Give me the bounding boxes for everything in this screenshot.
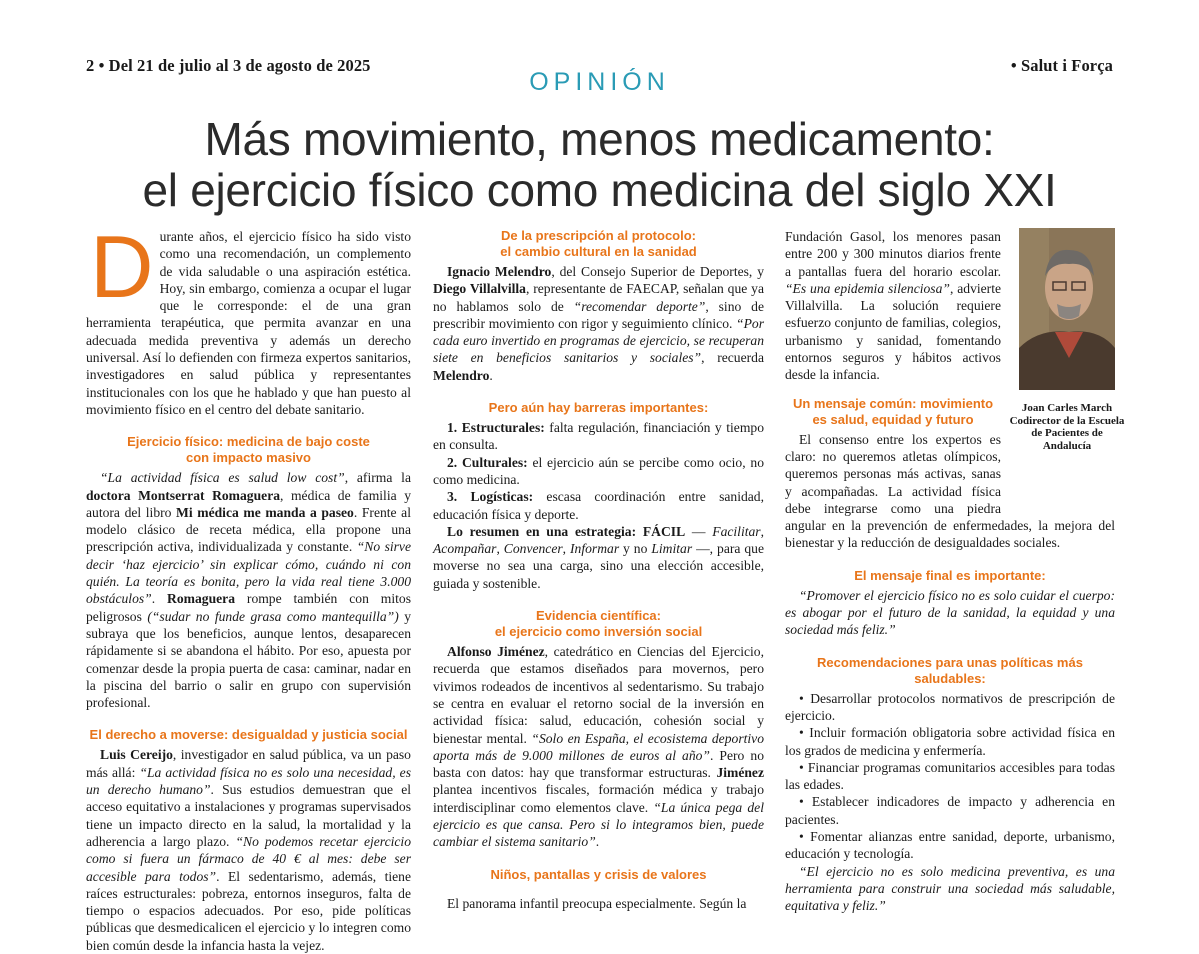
text: [847, 264, 854, 279]
text: seguros: [842, 350, 885, 366]
text: .: [595, 834, 600, 850]
heading-low-cost-line-2: con impacto masivo: [186, 450, 311, 466]
text: rompe también con mitos peligrosos: [86, 591, 412, 624]
name: doctora Montserrat Romaguera: [86, 487, 281, 503]
text: infancia.: [832, 367, 880, 383]
text: , recuerda: [701, 350, 764, 366]
text: diarios: [927, 246, 965, 262]
text: , del Consejo Superior de Deportes, y: [551, 264, 764, 279]
term: Acompañar: [433, 541, 497, 557]
text: plantea incentivos fiscales, formación médica y trabajo interdisciplinar como elementos clave.: [433, 782, 764, 815]
text: fuera: [854, 263, 882, 279]
text: y: [894, 350, 902, 366]
text: advierte: [957, 280, 1002, 296]
text: y subraya que los beneficios, aunque lentos, desaparecen rápidamente si se abandona el hábito. Por eso, apuesta por comenzar desde la propia puerta de casa: caminar, nadar en la piscina del barrio o salir en grupo con supervisión profesional.: [86, 608, 411, 711]
text: desde: [785, 367, 816, 383]
paragraph-jimenez: [433, 643, 764, 851]
text: [953, 264, 960, 279]
text: conjunto: [834, 315, 883, 331]
recommendation-item: • Fomentar alianzas entre sanidad, deporte, urbanismo, educación y tecnología.: [785, 829, 1115, 862]
quote: “Por cada euro invertido en programas de ejercicio, se recuperan siete en beneficios sanitarios y sociales”: [433, 315, 764, 366]
text: el ejercicio aún se percibe como ocio, no como medicina.: [433, 454, 764, 487]
text: ,: [496, 541, 504, 557]
drop-cap: D: [90, 217, 154, 316]
text: .: [489, 367, 493, 383]
quote: “recomendar deporte”: [573, 298, 706, 314]
text: horario: [913, 263, 953, 279]
column-3: [785, 228, 1115, 915]
quote: “Solo en España, el ecosistema deportivo aporta más de 9.000 millones de euros al año”: [433, 730, 764, 763]
text: y: [856, 332, 864, 348]
text: especialmente.: [615, 895, 696, 911]
quote: “No sirve decir ‘haz ejercicio’ sin explicar cómo, cuándo ni con quién. La teoría es bonita, pero la vida real tiene 3.000 obstáculos”: [86, 539, 411, 607]
barrier-logistic: [433, 488, 764, 523]
name: Melendro: [433, 367, 490, 383]
quote: una: [810, 280, 831, 296]
quote: “La actividad física es salud low cost”: [100, 470, 345, 486]
text: a: [785, 263, 792, 279]
page-date-header: 2 • Del 21 de julio al 3 de agosto de 2025: [86, 56, 371, 75]
headline-line-2: el ejercicio físico como medicina del siglo XXI: [142, 164, 1057, 216]
text: [952, 350, 963, 365]
heading-common-line-1: Un mensaje común: movimiento: [792, 395, 994, 411]
quote: silenciosa”: [888, 280, 950, 296]
final-quote: “Promover el ejercicio físico no es solo cuidar el cuerpo: es abogar por el futuro de la sanidad, la equidad y una sociedad más feliz.”: [785, 587, 1115, 638]
label: Lo resumen en una estrategia: FÁCIL: [447, 523, 686, 539]
text: sanidad,: [877, 332, 923, 348]
text: La: [860, 298, 875, 314]
term: Convencer: [503, 541, 563, 557]
text: [832, 350, 843, 365]
text: . Pero no basta con datos: hay que transformar estructuras.: [433, 747, 764, 781]
paragraph-melendro: [433, 263, 764, 384]
text: solución: [892, 298, 939, 314]
text: pasan: [970, 229, 1001, 244]
column-1: [86, 217, 412, 954]
term: Limitar: [651, 541, 693, 557]
text: falta regulación, financiación y tiempo en consulta.: [433, 420, 765, 453]
text: [885, 229, 893, 244]
recommendation-item: • Financiar programas comunitarios accesibles para todas las edades.: [785, 759, 1115, 793]
text: . El sedentarismo, además, tiene raíces estructurales: pobreza, entornos inseguros, falta de tiempo o espacios adecuados. Por eso, pide políticas públicas que desmedicalicen el ejercicio y lo integren como bien común desde la infancia hasta la vejez.: [86, 868, 411, 953]
text: .: [151, 591, 168, 607]
text: ,: [562, 541, 571, 557]
text: , catedrático en Ciencias del Ejercicio, recuerda que estamos diseñados para movernos, pero vivimos rodeados de incentivos al sedentarismo. Su trabajo se centra en evaluar el retorno social de la inversión en actividad física: salud, educación, cohesión social y bienestar mental.: [433, 644, 764, 746]
heading-low-cost-line-1: Ejercicio físico: medicina de bajo coste: [127, 434, 370, 450]
name: Jiménez: [716, 765, 764, 781]
name: Ignacio Melendro: [447, 264, 552, 279]
text: —, para que moverse no sea una carga, sino una elección accesible, guiada y sostenible.: [433, 541, 764, 591]
text: preocupa: [562, 895, 612, 911]
heading-low-cost: [86, 434, 411, 466]
text: 200: [816, 246, 838, 262]
barrier-cultural: [433, 454, 764, 489]
quote: (“sudar no funde grasa como mantequilla”): [147, 608, 399, 624]
text: del: [889, 263, 906, 279]
text: la: [736, 895, 747, 911]
text: . Frente al modelo clásico de receta médica, ella propone una prescripción activa, individualizada y constante.: [86, 504, 411, 555]
label: 2. Culturales:: [447, 454, 528, 470]
name: Romaguera: [167, 591, 235, 607]
text: El: [447, 895, 460, 911]
text: los: [892, 229, 909, 244]
text: [875, 298, 893, 313]
name: Diego Villalvilla: [433, 281, 526, 297]
text: hábitos: [912, 350, 952, 366]
heading-children: Niños, pantallas y crisis de valores: [490, 866, 707, 882]
name: Luis Cereijo: [100, 747, 173, 763]
paragraph-cereijo: [86, 746, 411, 954]
text: de: [885, 315, 899, 331]
barrier-structural: [433, 419, 764, 454]
text: familias,: [901, 315, 949, 331]
heading-final-message: El mensaje final es importante:: [854, 567, 1046, 583]
text: Fundación: [785, 229, 843, 244]
text: infantil: [519, 895, 559, 911]
paragraph-children: [433, 895, 764, 912]
text: , representante de FAECAP, señalan que ya no hablamos solo de: [433, 281, 764, 314]
term: Facilitar: [712, 523, 761, 539]
paragraph-consensus: El consenso entre los expertos es claro: no queremos atletas olímpicos, queremos personas más activas, sanas y acompañadas. La actividad física debe integrarse como una piedra angular en la prevención de enfermedades, la mejora del bienestar y la reducción de desigualdades sociales.: [785, 431, 1115, 551]
quote: “La única pega del ejercicio es que cansa. Pero si lo integramos bien, puede cambiar el sistema sanitario”: [433, 799, 764, 850]
heading-prescription-line-2: el cambio cultural en la sanidad: [500, 244, 697, 259]
text: ,: [949, 280, 954, 296]
name: Alfonso Jiménez: [447, 644, 545, 660]
heading-prescription-line-1: De la prescripción al protocolo:: [500, 228, 697, 243]
quote: “Es: [785, 280, 807, 296]
text: Según: [699, 895, 734, 911]
text: urbanismo: [785, 332, 843, 348]
text: escasa coordinación entre sanidad, educación física y deporte.: [433, 489, 764, 522]
text: , afirma la: [344, 470, 411, 486]
headline-line-1: Más movimiento, menos medicamento:: [204, 113, 995, 165]
label: 3. Logísticas:: [447, 489, 534, 505]
recommendation-item: • Desarrollar protocolos normativos de prescripción de ejercicio.: [785, 690, 1115, 723]
intro-paragraph: [86, 217, 411, 418]
text: activos: [962, 350, 1001, 366]
text: y: [842, 246, 849, 262]
closing-quote: “El ejercicio no es solo medicina preventiva, es una herramienta para construir una sociedad más saludable, equitativa y feliz.”: [785, 863, 1115, 914]
heading-evidence-line-1: Evidencia científica:: [536, 608, 661, 624]
text: [863, 333, 877, 348]
text: y no: [619, 541, 652, 557]
recommendation-item: • Establecer indicadores de impacto y adherencia en pacientes.: [785, 794, 1115, 827]
text: pantallas: [798, 263, 847, 279]
text: [939, 298, 957, 313]
term: Informar: [570, 541, 620, 557]
text: menores: [916, 229, 963, 244]
heading-barriers: Pero aún hay barreras importantes:: [488, 400, 709, 416]
author-name: Joan Carles March: [1021, 402, 1113, 414]
text: 300: [853, 246, 875, 262]
text: Villalvilla.: [785, 298, 843, 314]
book-title: Mi médica me manda a paseo: [176, 504, 354, 520]
text: entornos: [785, 350, 832, 366]
text: requiere: [956, 298, 1001, 314]
section-title: OPINIÓN: [529, 68, 670, 96]
text: esfuerzo: [785, 315, 832, 331]
text: minutos: [878, 246, 923, 262]
text: , médica de familia y autora del libro: [86, 487, 411, 520]
text: frente: [969, 246, 1001, 262]
text: la: [819, 367, 830, 383]
text: [922, 333, 936, 348]
text: [902, 350, 913, 365]
headline: [60, 114, 1139, 216]
text: fomentando: [936, 332, 1002, 348]
photo-spacer: [1001, 228, 1115, 516]
author-role: Codirector de la Escuela de Pacientes de Andalucía: [1009, 414, 1125, 452]
text: , sino de prescribir movimiento con rigor y seguimiento clínico.: [433, 298, 765, 331]
quote: “No podemos recetar ejercicio como si fuera un fármaco de 40 € al mes: debe ser accesible para todos”: [86, 833, 411, 884]
text: escolar.: [959, 263, 1002, 279]
text: Gasol,: [850, 229, 886, 244]
heading-recommendations-line-1: Recomendaciones para unas políticas más: [817, 654, 1083, 670]
heading-evidence: [433, 608, 764, 640]
text: [962, 229, 970, 244]
text: panorama: [462, 895, 517, 911]
text: colegios,: [952, 315, 1001, 331]
text: . Sus estudios demuestran que el acceso equitativo a instalaciones y programas supervisados tiene un impacto directo en la salud, la mortalidad y la adherencia a largo plazo.: [86, 782, 412, 849]
intro-text: urante años, el ejercicio físico ha sido visto como una recomendación, un complemento de vida saludable o una aspiración estética. Hoy, sin embargo, comienza a ocupar el lugar que le corresponde: el de una gran herramienta terapéutica, que permita avanzar en una adecuada medida preventiva y además un derecho universal. Así lo defienden con firmeza expertos sanitarios, investigadores en salud pública y representantes institucionales con los que he hablado y que han puesto al movimiento físico en el centro del debate sanitario.: [86, 229, 411, 417]
text: —: [685, 523, 713, 539]
paragraph-romaguera: [86, 469, 411, 711]
text: [842, 229, 850, 244]
heading-right-to-move: El derecho a moverse: desigualdad y justicia social: [89, 727, 408, 743]
heading-recommendations-line-2: saludables:: [914, 670, 986, 686]
text: ,: [760, 523, 765, 539]
heading-common-line-2: es salud, equidad y futuro: [812, 411, 974, 427]
heading-prescription: [433, 228, 764, 260]
text: [843, 298, 861, 313]
quote: epidemia: [834, 280, 885, 296]
publication-name: • Salut i Força: [1010, 56, 1113, 75]
heading-recommendations: [785, 655, 1115, 687]
text: , investigador en salud pública, va un paso más allá:: [86, 747, 411, 780]
recommendation-item: • Incluir formación obligatoria sobre actividad física en los grados de medicina y enfermería.: [785, 725, 1115, 758]
text: [884, 350, 895, 365]
text: [842, 333, 856, 348]
paragraph-facil: [433, 523, 764, 592]
heading-evidence-line-2: el ejercicio como inversión social: [494, 624, 703, 640]
label: 1. Estructurales:: [447, 420, 545, 436]
quote: “La actividad física no es solo una necesidad, es un derecho humano”: [86, 764, 411, 798]
text: entre: [785, 246, 813, 262]
column-2: [433, 228, 764, 912]
